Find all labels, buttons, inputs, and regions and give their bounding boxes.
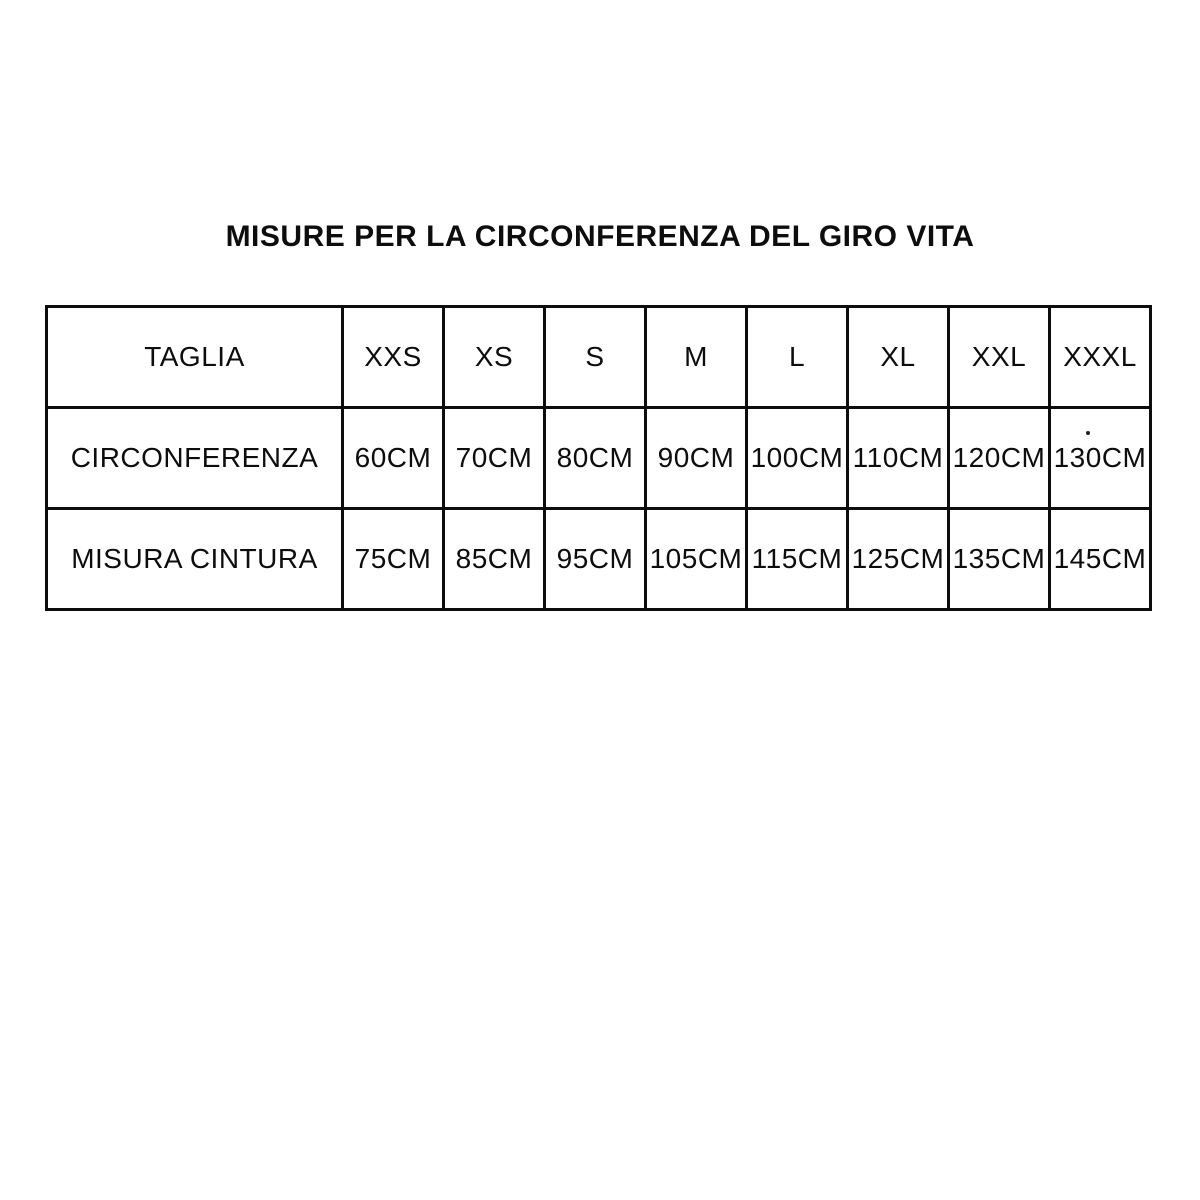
cell-circonferenza-xl: 110CM [848,408,949,509]
cell-misura-cintura-m: 105CM [646,509,747,610]
cell-circonferenza-xxxl: 130CM [1050,408,1151,509]
size-chart-table [45,305,1152,611]
cell-misura-cintura-l: 115CM [747,509,848,610]
column-header-xs: XS [444,307,545,408]
table-row-circonferenza [47,408,1151,509]
row-label-misura-cintura: MISURA CINTURA [47,509,343,610]
column-header-xxl: XXL [949,307,1050,408]
stray-dot-artifact [1086,431,1090,435]
column-header-xxxl: XXXL [1050,307,1151,408]
cell-circonferenza-s: 80CM [545,408,646,509]
cell-circonferenza-xxl: 120CM [949,408,1050,509]
row-label-circonferenza: CIRCONFERENZA [47,408,343,509]
table-row-misura-cintura [47,509,1151,610]
column-header-s: S [545,307,646,408]
column-header-l: L [747,307,848,408]
cell-misura-cintura-xxl: 135CM [949,509,1050,610]
column-header-m: M [646,307,747,408]
column-header-xxs: XXS [343,307,444,408]
cell-circonferenza-xs: 70CM [444,408,545,509]
table-header-row [47,307,1151,408]
column-header-taglia: TAGLIA [47,307,343,408]
cell-circonferenza-xxs: 60CM [343,408,444,509]
cell-circonferenza-l: 100CM [747,408,848,509]
cell-misura-cintura-xs: 85CM [444,509,545,610]
cell-misura-cintura-xl: 125CM [848,509,949,610]
cell-circonferenza-m: 90CM [646,408,747,509]
cell-misura-cintura-xxs: 75CM [343,509,444,610]
cell-misura-cintura-s: 95CM [545,509,646,610]
page-title: MISURE PER LA CIRCONFERENZA DEL GIRO VITA [225,220,975,253]
column-header-xl: XL [848,307,949,408]
cell-misura-cintura-xxxl: 145CM [1050,509,1151,610]
